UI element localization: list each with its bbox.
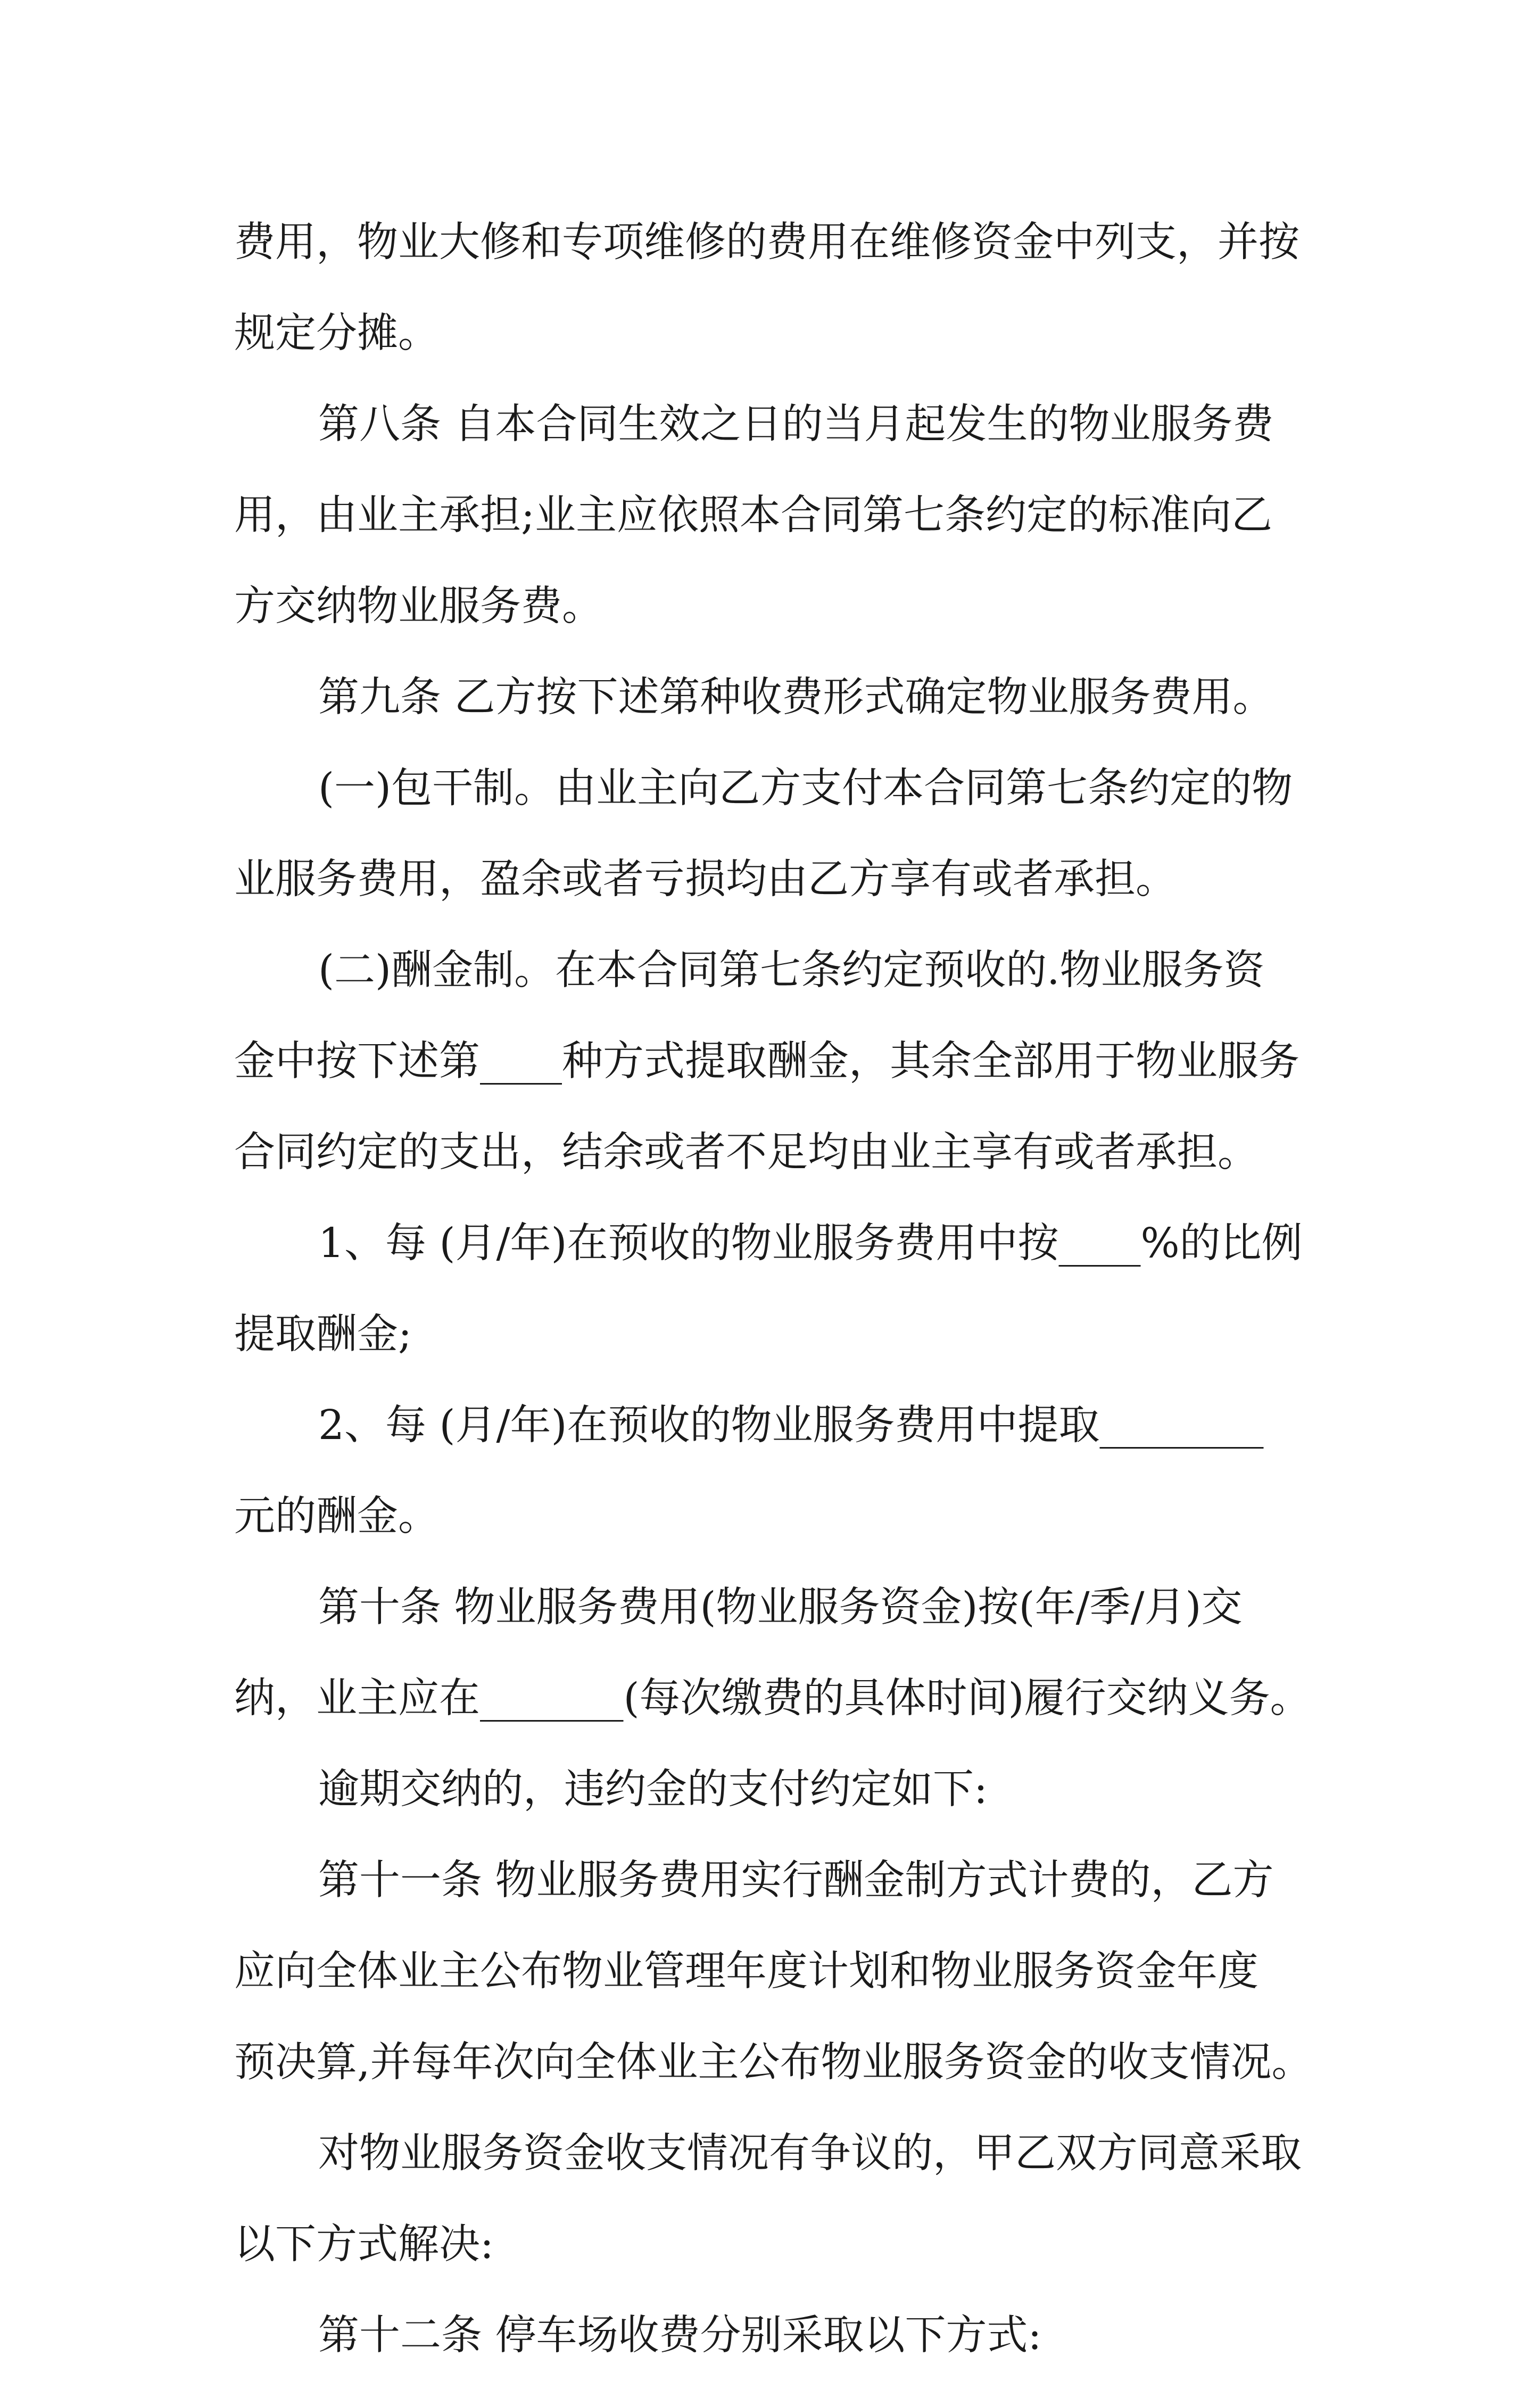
text-line: 对物业服务资金收支情况有争议的，甲乙双方同意采取 (318, 2130, 1302, 2177)
text-line: 合同约定的支出，结余或者不足均由业主享有或者承担。 (234, 1129, 1259, 1176)
item-1-line: 1、每 (月/年)在预收的物业服务费用中按____%的比例 (318, 1220, 1303, 1267)
document-body (234, 197, 1330, 2381)
text-line: 规定分摊。 (234, 310, 439, 357)
article-11-line: 第十一条 物业服务费用实行酬金制方式计费的，乙方 (318, 1857, 1274, 1904)
item-2-line: 2、每 (月/年)在预收的物业服务费用中提取________ (318, 1402, 1264, 1449)
text-line: 用，由业主承担;业主应依照本合同第七条约定的标准向乙 (234, 492, 1272, 539)
text-line: 纳，业主应在_______(每次缴费的具体时间)履行交纳义务。 (234, 1675, 1311, 1722)
text-line: 提取酬金; (234, 1311, 412, 1358)
clause-2-line: (二)酬金制。在本合同第七条约定预收的.物业服务资 (318, 947, 1265, 994)
text-line: 预决算,并每年次向全体业主公布物业服务资金的收支情况。 (234, 2039, 1313, 2086)
text-line: 方交纳物业服务费。 (234, 583, 603, 630)
article-9-line: 第九条 乙方按下述第种收费形式确定物业服务费用。 (318, 674, 1274, 721)
text-line: 逾期交纳的，违约金的支付约定如下: (318, 1766, 988, 1813)
text-line: 金中按下述第____种方式提取酬金，其余全部用于物业服务 (234, 1038, 1299, 1085)
clause-1-line: (一)包干制。由业主向乙方支付本合同第七条约定的物 (318, 765, 1293, 812)
text-line: 费用，物业大修和专项维修的费用在维修资金中列支，并按 (234, 219, 1299, 266)
text-line: 元的酬金。 (234, 1493, 439, 1540)
text-line: 业服务费用，盈余或者亏损均由乙方享有或者承担。 (234, 856, 1177, 903)
article-8-line: 第八条 自本合同生效之日的当月起发生的物业服务费 (318, 401, 1274, 448)
article-10-line: 第十条 物业服务费用(物业服务资金)按(年/季/月)交 (318, 1584, 1243, 1631)
text-line: 以下方式解决: (234, 2221, 494, 2268)
article-12-line: 第十二条 停车场收费分别采取以下方式: (318, 2312, 1042, 2359)
text-line: 应向全体业主公布物业管理年度计划和物业服务资金年度 (234, 1948, 1259, 1995)
